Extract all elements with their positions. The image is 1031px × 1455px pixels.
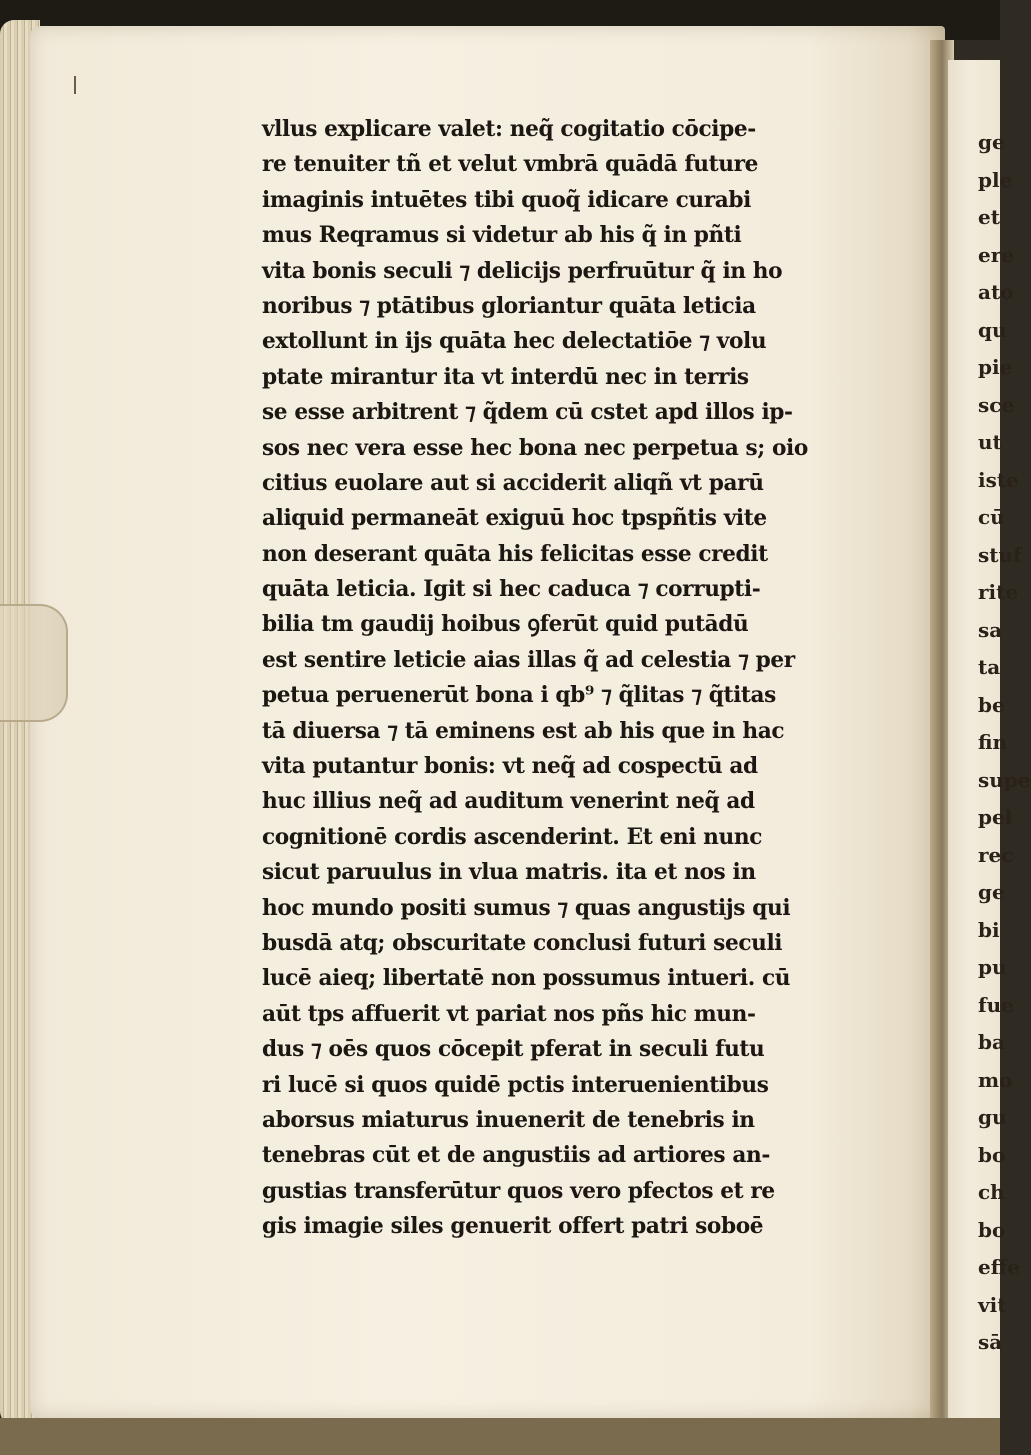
text-line: vita putantur bonis: vt neq̃ ad cospectū ad (262, 753, 758, 780)
facing-page-line: gu (978, 1105, 1007, 1129)
text-line: ri lucē si quos quidē pctis interuenientibus (262, 1071, 769, 1098)
facing-page-line: fin (978, 730, 1008, 754)
facing-page-line: ba (978, 1030, 1005, 1054)
text-line: quāta leticia. Igit si hec caduca ⁊ corrupti- (262, 576, 761, 603)
facing-page-line: pie (978, 355, 1013, 379)
text-line: noribus ⁊ ptātibus gloriantur quāta leticia (262, 292, 756, 319)
facing-page-line: pel (978, 805, 1013, 829)
text-line: aūt tps affuerit vt pariat nos pñs hic mun- (262, 1000, 756, 1027)
text-line: gis imagie siles genuerit offert patri soboē (262, 1213, 764, 1240)
text-line: tenebras cūt et de angustiis ad artiores an- (262, 1142, 770, 1169)
text-line: est sentire leticie aias illas q̃ ad celestia ⁊ per (262, 646, 795, 673)
text-line: se esse arbitrent ⁊ q̃dem cū cstet apd illos ip- (262, 399, 793, 426)
facing-page-line: vit (978, 1292, 1007, 1317)
facing-page-line: ge (978, 130, 1005, 154)
text-line: aliquid permaneāt exiguū hoc tpspñtis vite (262, 505, 767, 532)
text-line: gustias transferūtur quos vero pfectos et re (262, 1177, 775, 1204)
facing-page-line: ta (978, 655, 1001, 679)
facing-page-line: et (978, 205, 1000, 229)
facing-page-line: ple (978, 167, 1013, 192)
text-line: mus Reqramus si videtur ab his q̃ in pñti (262, 222, 742, 249)
text-line: citius euolare aut si acciderit aliqñ vt parū (262, 469, 764, 496)
text-line: lucē aieq; libertatē non possumus intueri. cū (262, 965, 791, 992)
facing-page-line: sā (978, 1330, 1003, 1354)
facing-page-line: ato (978, 280, 1014, 304)
facing-page-line: rec (978, 842, 1014, 867)
text-line: cognitionē cordis ascenderint. Et eni nunc (262, 823, 762, 850)
page-clip (0, 604, 68, 722)
text-line: vllus explicare valet: neq̃ cogitatio cōcipe- (262, 116, 756, 142)
facing-page-line: mo (978, 1067, 1013, 1092)
text-line: ptate mirantur ita vt interdū nec in terris (262, 363, 749, 390)
facing-page-line: be (978, 692, 1005, 717)
facing-page-line: rite (978, 580, 1019, 604)
facing-page-line: iste (978, 467, 1019, 492)
facing-page-line: pu (978, 955, 1007, 979)
text-line: bilia tm gaudij hoibus ꝯferūt quid putādū (262, 611, 749, 638)
facing-page-line: ut (978, 430, 1002, 454)
text-block (262, 112, 882, 1245)
text-line: non deserant quāta his felicitas esse credit (262, 540, 768, 567)
text-line: sos nec vera esse hec bona nec perpetua s; oio (262, 434, 808, 461)
text-line: huc illius neq̃ ad auditum venerint neq̃ ad (262, 788, 755, 815)
edge-mark (74, 76, 76, 94)
text-line: busdā atq; obscuritate conclusi futuri seculi (262, 929, 783, 956)
text-line: sicut paruulus in vlua matris. ita et nos in (262, 859, 756, 886)
facing-page-line: effe (978, 1255, 1020, 1279)
facing-page-line: bo (978, 1217, 1006, 1242)
facing-page-line: sce (978, 392, 1015, 417)
facing-page-line: sa (978, 617, 1003, 642)
text-line: aborsus miaturus inuenerit de tenebris in (262, 1106, 755, 1133)
text-line: imaginis intuētes tibi quoq̃ idicare curabi (262, 186, 751, 213)
facing-page-line: stuf (978, 542, 1022, 567)
text-line: dus ⁊ oēs quos cōcepit pferat in seculi futu (262, 1036, 765, 1063)
facing-page-line: cū (978, 505, 1005, 529)
text-line: extollunt in ijs quāta hec delectatiōe ⁊ volu (262, 328, 767, 355)
text-line: re tenuiter tñ et velut vmbrā quādā future (262, 151, 758, 178)
facing-page-line: ch (978, 1180, 1005, 1204)
text-line: petua peruenerūt bona i qb⁹ ⁊ q̃litas ⁊ q̃titas (262, 682, 776, 709)
facing-page-line: supe (978, 767, 1031, 792)
facing-page-line: qu (978, 317, 1007, 342)
facing-page-line: bi (978, 917, 1000, 942)
text-line: tā diuersa ⁊ tā eminens est ab his que in hac (262, 717, 785, 744)
facing-page-line: ere (978, 242, 1014, 267)
text-line: hoc mundo positi sumus ⁊ quas angustijs qui (262, 894, 791, 921)
facing-page-line: fue (978, 992, 1014, 1017)
dark-background-bottom (0, 1418, 1000, 1455)
facing-page-line: ge (978, 880, 1005, 904)
facing-page-line: bo (978, 1142, 1006, 1167)
text-line: vita bonis seculi ⁊ delicijs perfruūtur q̃ in ho (262, 257, 783, 284)
